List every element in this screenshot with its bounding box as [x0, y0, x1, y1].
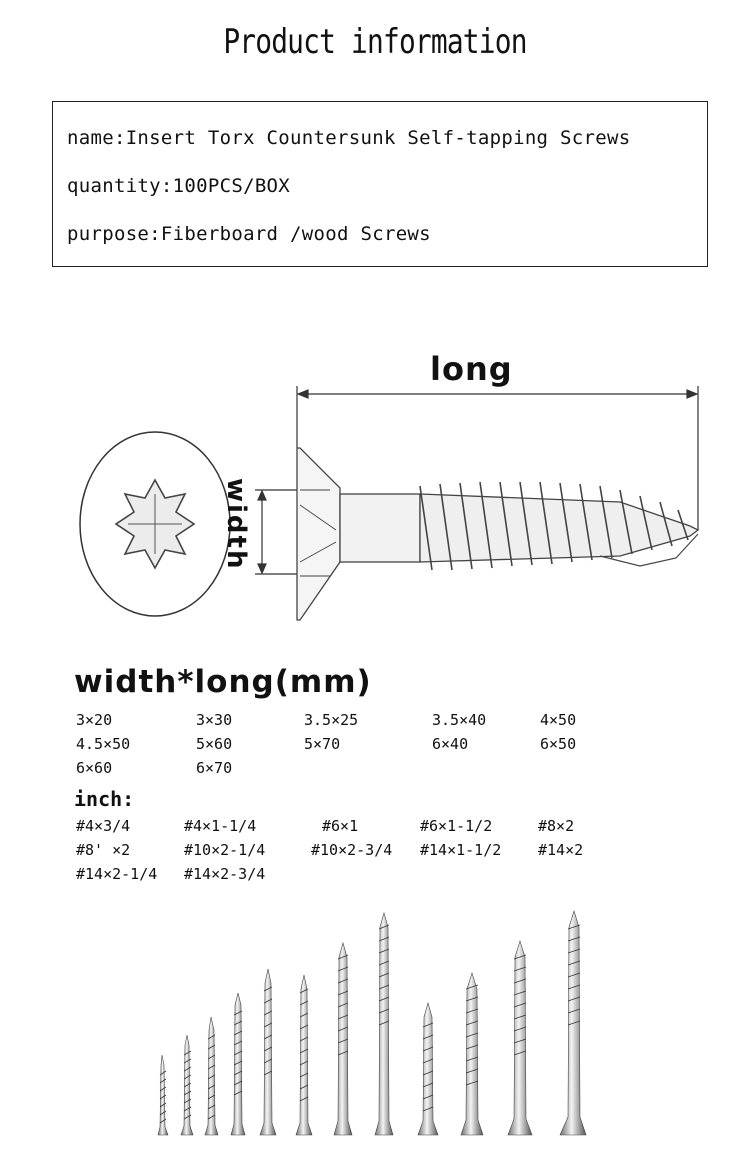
size-cell: 5×60 [196, 735, 233, 753]
size-cell: 5×70 [304, 735, 341, 753]
page-title: Product information [223, 22, 527, 62]
size-cell: 6×50 [540, 735, 577, 753]
inch-title: inch: [74, 787, 135, 811]
inch-cell: #14×2-3/4 [184, 865, 266, 883]
inch-cell: #6×1-1/2 [420, 817, 493, 835]
inch-cell: #14×2-1/4 [76, 865, 158, 883]
inch-cell: #14×1-1/2 [420, 841, 502, 859]
width-label: width [221, 478, 251, 571]
inch-cell: #14×2 [538, 841, 584, 859]
size-cell: 3.5×25 [304, 711, 359, 729]
long-label: long [430, 350, 513, 388]
screw-diagram [0, 330, 750, 630]
size-cell: 3.5×40 [432, 711, 487, 729]
size-cell: 3×30 [196, 711, 233, 729]
inch-cell: #8×2 [538, 817, 575, 835]
inch-cell: #4×1-1/4 [184, 817, 257, 835]
inch-cell: #10×2-1/4 [184, 841, 266, 859]
product-name: name:Insert Torx Countersunk Self-tapping Screws [67, 127, 631, 149]
inch-cell: #4×3/4 [76, 817, 131, 835]
info-box [52, 101, 708, 267]
size-cell: 6×60 [76, 759, 113, 777]
size-cell: 4.5×50 [76, 735, 131, 753]
screw-assortment-icon [140, 905, 610, 1140]
inch-cell: #8' ×2 [76, 841, 131, 859]
product-quantity: quantity:100PCS/BOX [67, 175, 291, 197]
inch-cell: #10×2-3/4 [311, 841, 393, 859]
screw-side-view [297, 448, 698, 620]
size-cell: 6×40 [432, 735, 469, 753]
product-purpose: purpose:Fiberboard /wood Screws [67, 223, 431, 245]
sizes-title: width*long(mm) [74, 664, 372, 700]
width-dimension [255, 490, 300, 574]
size-cell: 6×70 [196, 759, 233, 777]
size-cell: 4×50 [540, 711, 577, 729]
inch-cell: #6×1 [322, 817, 359, 835]
torx-screw-icon [80, 432, 230, 616]
size-cell: 3×20 [76, 711, 113, 729]
